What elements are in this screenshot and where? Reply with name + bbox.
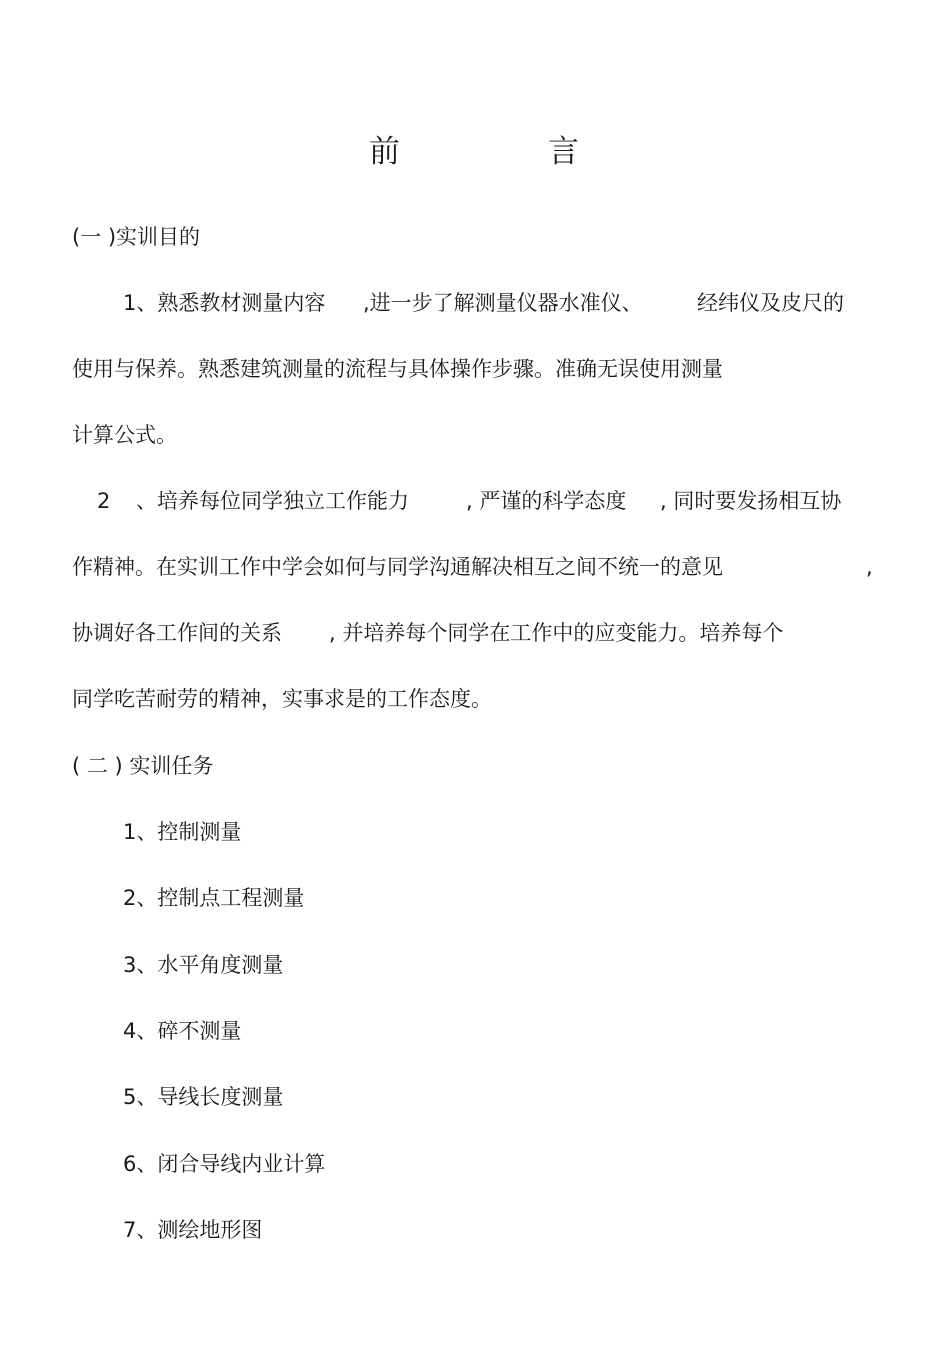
- paragraph-line: , 严谨的科学态度: [466, 489, 627, 513]
- paragraph-line: ,进一步了解测量仪器水准仪、: [363, 291, 643, 315]
- paragraph-line: 经纬仪及皮尺的: [697, 291, 844, 315]
- list-item: 2、控制点工程测量: [123, 886, 305, 910]
- paragraph-line: 2: [97, 489, 111, 513]
- paragraph-line: , 同时要发扬相互协: [660, 489, 842, 513]
- paragraph-line: 作精神。在实训工作中学会如何与同学沟通解决相互之间不统一的意见: [72, 555, 723, 579]
- title-char-1: 前: [369, 134, 400, 170]
- paragraph-line: 同学吃苦耐劳的精神，实事求是的工作态度。: [72, 687, 492, 711]
- section-heading-objectives: (一 )实训目的: [72, 225, 201, 249]
- list-item: 5、导线长度测量: [123, 1085, 284, 1109]
- page-title: [0, 130, 950, 178]
- list-item: 3、水平角度测量: [123, 953, 284, 977]
- paragraph-line: , 并培养每个同学在工作中的应变能力。培养每个: [329, 621, 784, 645]
- list-item: 1、控制测量: [123, 820, 242, 844]
- paragraph-line: 1、熟悉教材测量内容: [123, 291, 326, 315]
- list-item: 7、测绘地形图: [123, 1218, 263, 1242]
- paragraph-line: 协调好各工作间的关系: [72, 621, 282, 645]
- paragraph-line: ,: [866, 555, 873, 579]
- paragraph-line: 、培养每位同学独立工作能力: [136, 489, 409, 513]
- title-char-2: 言: [548, 134, 579, 170]
- list-item: 6、闭合导线内业计算: [123, 1152, 326, 1176]
- paragraph-line: 使用与保养。熟悉建筑测量的流程与具体操作步骤。准确无误使用测量: [72, 357, 723, 381]
- list-item: 4、碎不测量: [123, 1019, 242, 1043]
- paragraph-line: 计算公式。: [72, 423, 177, 447]
- section-heading-tasks: ( 二 ) 实训任务: [72, 754, 214, 778]
